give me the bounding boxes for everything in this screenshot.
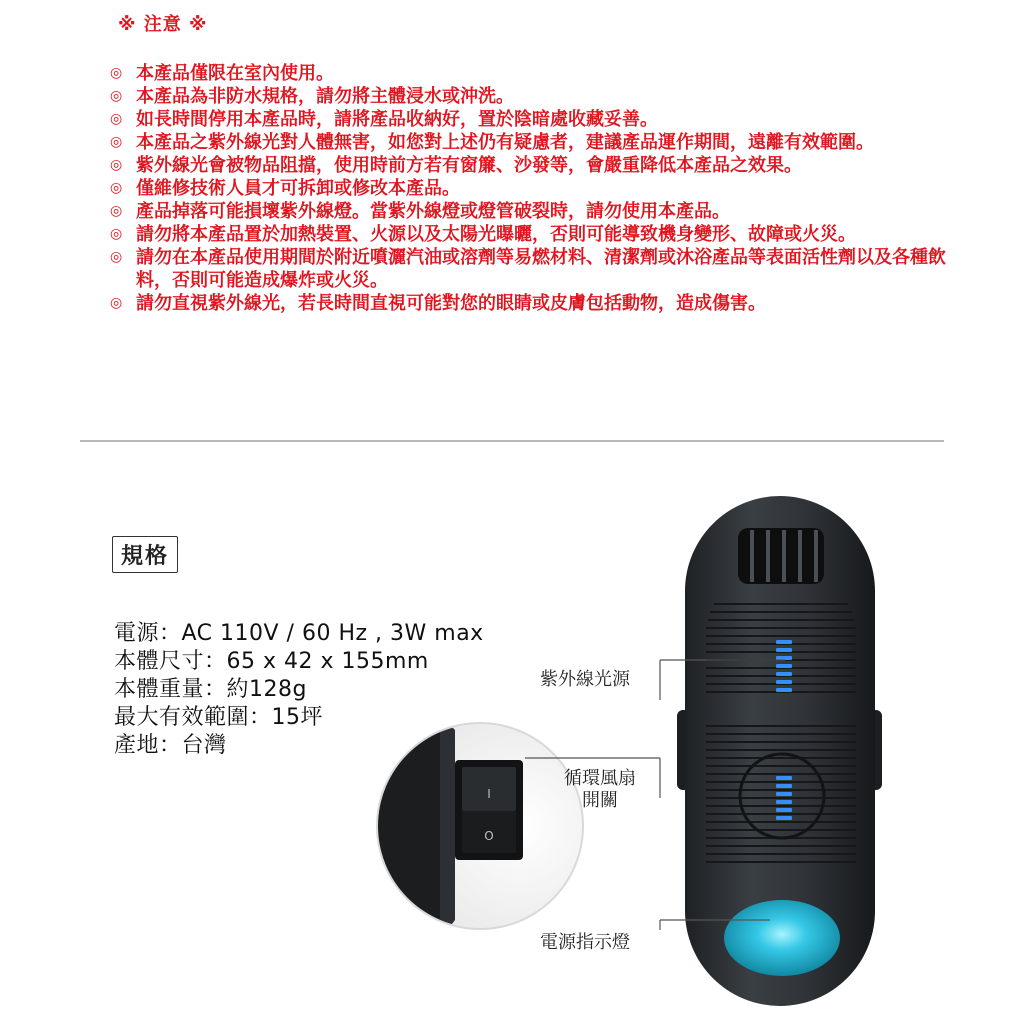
notice-text: 如長時間停用本產品時，請將產品收納好，置於陰暗處收藏妥善。 xyxy=(136,109,658,130)
callout-power-indicator: 電源指示燈 xyxy=(540,932,630,953)
notice-text: 產品掉落可能損壞紫外線燈。當紫外線燈或燈管破裂時，請勿使用本產品。 xyxy=(136,201,730,222)
spec-line-origin: 產地：台灣 xyxy=(114,733,227,758)
spec-heading: 規格 xyxy=(112,536,178,573)
callout-fan-switch-line1: 循環風扇 xyxy=(564,768,636,789)
bullet-icon: ◎ xyxy=(110,295,123,311)
bullet-icon: ◎ xyxy=(110,134,123,150)
notice-text: 請勿在本產品使用期間於附近噴灑汽油或溶劑等易燃材料、清潔劑或沐浴產品等表面活性劑以及各種飲料，否則可能造成爆炸或火災。 xyxy=(136,247,946,291)
notice-text: 僅維修技術人員才可拆卸或修改本產品。 xyxy=(136,178,460,199)
callout-fan-switch-line2: 開關 xyxy=(582,790,618,811)
switch-zoom-circle xyxy=(360,715,584,945)
spec-line-weight: 本體重量：約128g xyxy=(114,677,307,702)
notice-text: 本產品之紫外線光對人體無害，如您對上述仍有疑慮者，建議產品運作期間，遠離有效範圍。 xyxy=(136,132,874,153)
spec-line-range: 最大有效範圍：15坪 xyxy=(114,705,323,730)
bullet-icon: ◎ xyxy=(110,226,123,242)
callout-fan-switch xyxy=(550,768,650,812)
bullet-icon: ◎ xyxy=(110,180,123,196)
notice-text: 請勿直視紫外線光，若長時間直視可能對您的眼睛或皮膚包括動物，造成傷害。 xyxy=(136,293,766,314)
power-indicator-icon xyxy=(724,900,840,976)
bullet-icon: ◎ xyxy=(110,88,123,104)
callout-uv-source: 紫外線光源 xyxy=(540,669,630,690)
bullet-icon: ◎ xyxy=(110,249,123,265)
bullet-icon: ◎ xyxy=(110,65,123,81)
notice-text: 本產品僅限在室內使用。 xyxy=(136,63,334,84)
spec-line-power: 電源：AC 110V / 60 Hz , 3W max xyxy=(114,621,484,646)
switch-on-mark: I xyxy=(487,787,491,801)
switch-off-mark: O xyxy=(484,829,494,843)
notice-text: 本產品為非防水規格，請勿將主體浸水或沖洗。 xyxy=(136,86,514,107)
notice-title: ※ 注意 ※ xyxy=(118,14,208,35)
spec-line-size: 本體尺寸：65 x 42 x 155mm xyxy=(114,649,429,674)
bullet-icon: ◎ xyxy=(110,157,123,173)
notice-text: 請勿將本產品置於加熱裝置、火源以及太陽光曝曬，否則可能導致機身變形、故障或火災。 xyxy=(136,224,856,245)
bullet-icon: ◎ xyxy=(110,111,123,127)
bullet-icon: ◎ xyxy=(110,203,123,219)
notice-text: 紫外線光會被物品阻擋，使用時前方若有窗簾、沙發等，會嚴重降低本產品之效果。 xyxy=(136,155,802,176)
